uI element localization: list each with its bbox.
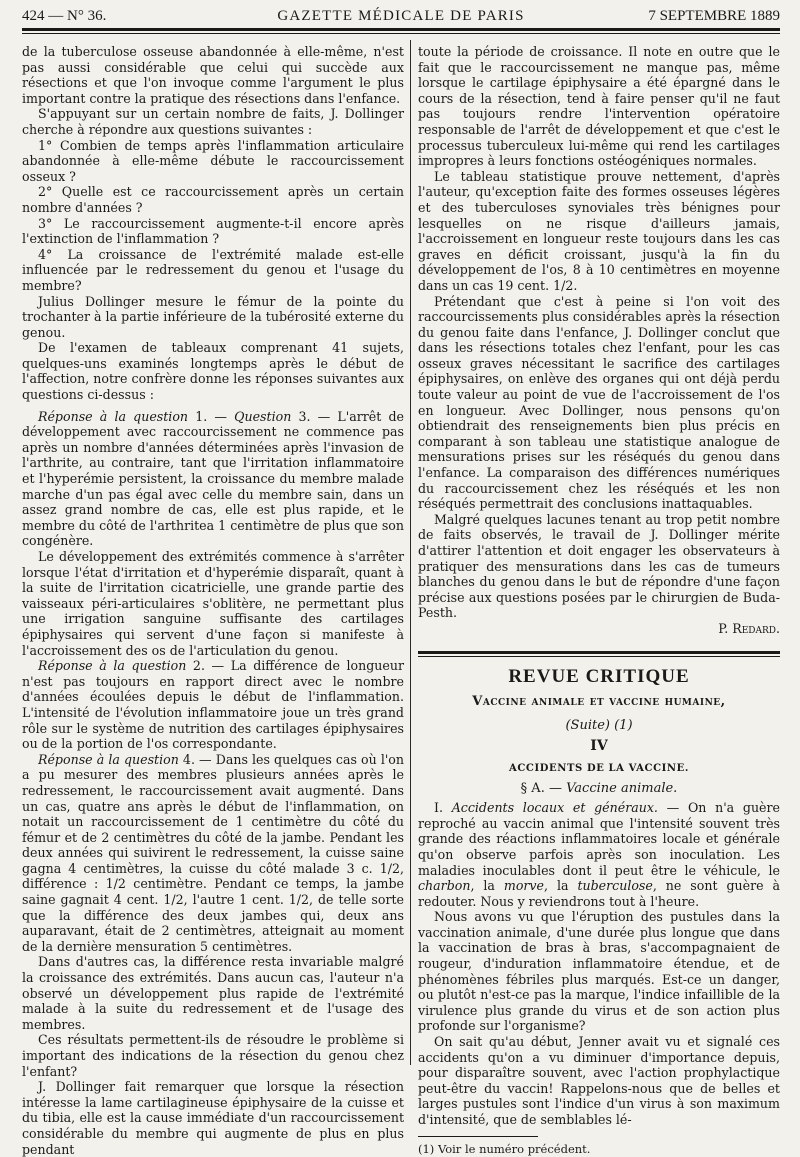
paragraph: S'appuyant sur un certain nombre de faits, J. Dollinger cherche à répondre aux questions suivantes : [22, 106, 404, 137]
left-column [22, 44, 404, 1157]
paragraph: Le tableau statistique prouve nettement, d'après l'auteur, qu'exception faite des formes osseuses légères et des tuberculoses synoviales très bénignes pour lesquelles on ne risque d'ailleurs jamais, l'accroissement en longueur reste toujours dans les cas graves en déficit croissant, jusqu'à la fin du développement de l'os, 8 à 10 centimètres en moyenne dans un cas 19 cent. 1/2. [418, 168, 780, 293]
answer-4: Réponse à la question 4. — Dans les quelques cas où l'on a pu mesurer des membres plusieurs années après le redressement, le raccourcissement avait augmenté. Dans un cas, quatre ans après le début de l'inflammation, on notait un raccourcissement de 1 centimètre du côté du fémur et de 2 centimètres du côté de la jambe. Pendant les deux années qui suivirent le redressement, la cuisse saine gagna 4 centimètres, la cuisse du côté malade 3 c. 1/2, différence : 1/2 centimètre. Pendant ce temps, la jambe saine gagnait 4 cent. 1/2, l'autre 1 cent. 1/2, de telle sorte que la différence des deux jambes qui, deux ans auparavant, était de 2 centimètres, atteignait au moment de la dernière mensuration 5 centimètres. [22, 751, 405, 954]
chapter-numeral: IV [590, 738, 608, 755]
question-4: 4° La croissance de l'extrémité malade est-elle influencée par le redressement du genou et l'usage du membre? [22, 246, 404, 293]
footnote-rule [418, 1136, 538, 1137]
paragraph: De l'examen de tableaux comprenant 41 sujets, quelques-uns examinés longtemps après le début de l'affection, notre confrère donne les réponses suivantes aux questions ci-dessus : [22, 340, 404, 403]
answer-2: Réponse à la question 2. — La différence de longueur n'est pas toujours en rapport direct avec le nombre d'années écoulées depuis le début de l'inflammation. L'intensité de l'évolution inflammatoire joue un très grand rôle sur le système de nutrition des cartilages épiphysaires ou de la portion de l'os correspondante. [22, 658, 404, 752]
answer-label: Réponse à la question [38, 751, 179, 767]
chapter-heading: ACCIDENTS DE LA VACCINE. [509, 762, 689, 774]
section-continued: (Suite) (1) [565, 717, 633, 733]
section-title: REVUE CRITIQUE [508, 665, 690, 687]
paragraph: Julius Dollinger mesure le fémur de la pointe du trochanter à la partie inférieure de la tubérosité externe du genou. [22, 293, 404, 340]
header-rule-thick [22, 28, 780, 31]
answer-label: Réponse à la question [38, 408, 189, 424]
paragraph: I. Accidents locaux et généraux. — On n'a guère reproché au vaccin animal que l'intensité souvent très grande des réactions inflammatoires locale et générale qu'on observe parfois après son inoculation. Les maladies inoculables dont il peut être le véhicule, le charbon, la morve, la tuberculose, ne sont guère à redouter. Nous y reviendrons tout à l'heure. [418, 800, 781, 909]
question-1: 1° Combien de temps après l'inflammation articulaire abandonnée à elle-même débute le raccourcissement osseux ? [22, 137, 404, 184]
paragraph: Nous avons vu que l'éruption des pustules dans la vaccination animale, d'une durée plus longue que dans la vaccination de bras à bras, s'accompagnaient de rougeur, d'induration inflammatoire étendue, et de phénomènes fébriles plus marqués. Est-ce un danger, ou plutôt n'est-ce pas la marque, l'indice infaillible de la virulence plus grande du virus et de son action plus profonde sur l'organisme? [418, 909, 780, 1034]
paragraph: Le développement des extrémités commence à s'arrêter lorsque l'état d'irritation et d'hyperémie disparaît, quant à la suite de l'irritation cicatricielle, une grande partie des vaisseaux péri-articulaires s'oblitère, ne permettant plus une irrigation sanguine suffisante des cartilages épiphysaires qui servent d'une façon si manifeste à l'accroissement des os de l'articulation du genou. [22, 549, 404, 658]
page-number: 424 — N° 36. [22, 8, 107, 24]
paragraph: J. Dollinger fait remarquer que lorsque la résection intéresse la lame cartilagineuse épiphysaire de la cuisse et du tibia, elle est la cause immédiate d'un raccourcissement considérable du membre qui augmente de plus en plus pendant [22, 1079, 404, 1157]
paragraph: Ces résultats permettent-ils de résoudre le problème si important des indications de la résection du genou chez l'enfant? [22, 1032, 404, 1079]
issue-date: 7 SEPTEMBRE 1889 [648, 8, 780, 24]
right-column [418, 44, 780, 1157]
paragraph: On sait qu'au début, Jenner avait vu et signalé ces accidents qu'on a vu diminuer d'importance depuis, pour disparaître souvent, avec l'action prophylactique peut-être du vaccin! Rappelons-nous que de belles et larges pustules sont l'indice d'un virus à son maximum d'intensité, que de semblables lé- [418, 1034, 780, 1127]
paragraph: toute la période de croissance. Il note en outre que le fait que le raccourcissement ne manque pas, même lorsque le cartilage épiphysaire a été épargné dans le cours de la résection, tend à faire penser qu'il ne faut pas toujours rendre l'intervention opératoire responsable de l'arrêt de développement et que c'est le processus tuberculeux lui-même qui rend les cartilages impropres à leurs fonctions ostéogéniques normales. [418, 44, 780, 169]
answer-label: Réponse à la question [38, 658, 187, 674]
paragraph: Dans d'autres cas, la différence resta invariable malgré la croissance des extrémités. Dans aucun cas, l'auteur n'a observé un développement plus rapide de l'extrémité malade à la suite du redressement et de l'usage des membres. [22, 954, 404, 1032]
subsection-heading: § A. — Vaccine animale. [520, 780, 678, 796]
section-rule-thin [418, 656, 780, 657]
paragraph: Malgré quelques lacunes tenant au trop petit nombre de faits observés, le travail de J. Dollinger mérite d'attirer l'attention et doit engager les observateurs à pratiquer des mensurations dans les cas de tumeurs blanches du genou dans le but de répondre d'une façon précise aux questions posées par le chirurgien de Buda-Pesth. [418, 511, 780, 621]
question-3: 3° Le raccourcissement augmente-t-il encore après l'extinction de l'inflammation ? [22, 215, 404, 247]
footnote: (1) Voir le numéro précédent. [418, 1141, 591, 1156]
question-2: 2° Quelle est ce raccourcissement après un certain nombre d'années ? [22, 184, 404, 215]
answer-1-3: Réponse à la question 1. — Question 3. — L'arrêt de développement avec raccourcissement ne commence pas après un nombre d'années déterminées après l'invasion de l'arthrite, au contraire, tant que l'irritation inflammatoire et l'hyperémie persistent, la croissance du membre malade marche d'un pas égal avec celle du membre sain, dans un assez grand nombre de cas, elle est plus rapide, et le membre du côté de l'arthritea 1 centimètre de plus que son congénère. [22, 408, 405, 549]
column-divider [410, 40, 411, 1065]
paragraph: Prétendant que c'est à peine si l'on voit des raccourcissements plus considérables après la résection du genou faite dans l'enfance, J. Dollinger conclut que dans les résections totales chez l'enfant, pour les cas osseux graves nécessitant le sacrifice des cartilages épiphysaires, on enlève des organes qui ont déjà perdu toute valeur au point de vue de l'accroissement de l'os en longueur. Avec Dollinger, nous pensons qu'on obtiendrait des renseignements bien plus précis en comparant à son tableau une statistique analogue de mensurations prises sur les réséqués du genou dans l'enfance. La comparaison des différences numériques du raccourcissement chez les réséqués et les non réséqués permettrait des conclusions inattaquables. [418, 293, 780, 512]
paragraph: de la tuberculose osseuse abandonnée à elle-même, n'est pas aussi considérable que celui qui succède aux résections et que l'on invoque comme l'argument le plus important contre la pratique des résections dans l'enfance. [22, 44, 404, 106]
header-rule-thin [22, 33, 780, 34]
journal-title: GAZETTE MÉDICALE DE PARIS [277, 8, 525, 24]
section-rule-thick [418, 651, 780, 654]
signature: P. Redard. [718, 620, 780, 636]
section-subtitle: Vaccine animale et vaccine humaine, [472, 694, 726, 710]
